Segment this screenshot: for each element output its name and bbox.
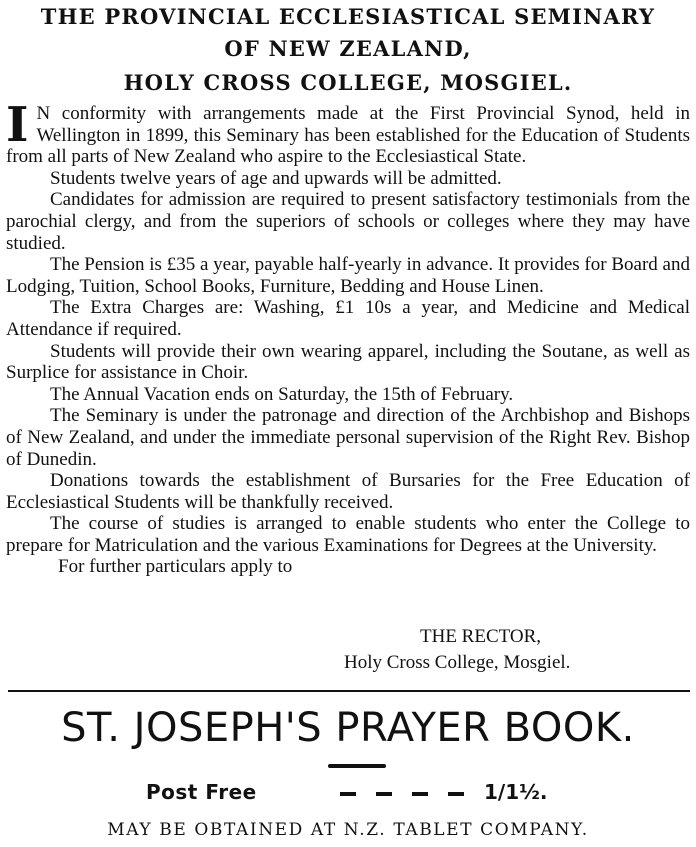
paragraph-course: The course of studies is arranged to enable students who enter the College to prepare for Matriculation and the various Examinations for Degrees at the University. [6, 513, 690, 556]
divider-rule [8, 690, 690, 692]
leader-dashes [340, 792, 470, 796]
paragraph-conformity [6, 97, 690, 168]
paragraph-age: Students twelve years of age and upwards will be admitted. [50, 167, 502, 189]
obtain-notice: MAY BE OBTAINED AT N.Z. TABLET COMPANY. [107, 820, 589, 840]
paragraph-apparel: Students will provide their own wearing apparel, including the Soutane, as well as Surplice for assistance in Choir. [6, 340, 690, 384]
rector-title: THE RECTOR, [420, 626, 542, 647]
drop-cap: I [6, 97, 29, 153]
paragraph-patronage: The Seminary is under the patronage and direction of the Archbishop and Bishops of New Zealand, and under the immediate personal supervision of the Right Rev. Bishop of Dunedin. [6, 405, 690, 470]
rector-address: Holy Cross College, Mosgiel. [344, 652, 571, 673]
paragraph-extra-charges: The Extra Charges are: Washing, £1 10s a year, and Medicine and Medical Attendance if required. [6, 297, 690, 340]
post-free-label: Post Free [146, 780, 257, 804]
paragraph-pension: The Pension is £35 a year, payable half-yearly in advance. It provides for Board and Lodging, Tuition, School Books, Furniture, Bedding and House Linen. [6, 254, 690, 297]
paragraph-donations: Donations towards the establishment of Bursaries for the Free Education of Ecclesiastical Students will be thankfully received. [6, 470, 690, 513]
seminary-heading-line2: OF NEW ZEALAND, [224, 36, 472, 61]
seminary-heading-line3: HOLY CROSS COLLEGE, MOSGIEL. [123, 70, 573, 95]
ornament-dash [328, 764, 386, 768]
paragraph-candidates: Candidates for admission are required to present satisfactory testimonials from the parochial clergy, and from the superiors of schools or colleges where they may have studied. [6, 189, 690, 254]
prayer-book-title: ST. JOSEPH'S PRAYER BOOK. [61, 705, 635, 751]
seminary-body [6, 97, 690, 578]
seminary-heading-line1: THE PROVINCIAL ECCLESIASTICAL SEMINARY [40, 4, 656, 29]
paragraph-apply: For further particulars apply to [58, 556, 293, 578]
paragraph-conformity-text: N conformity with arrangements made at the First Provincial Synod, held in Wellington in 1899, this Seminary has been established for the Education of Students from all parts of New Zealand who aspire to the Ecclesiastical State. [6, 103, 690, 168]
paragraph-vacation: The Annual Vacation ends on Saturday, the 15th of February. [50, 383, 514, 405]
price-label: 1/1½. [484, 780, 548, 804]
